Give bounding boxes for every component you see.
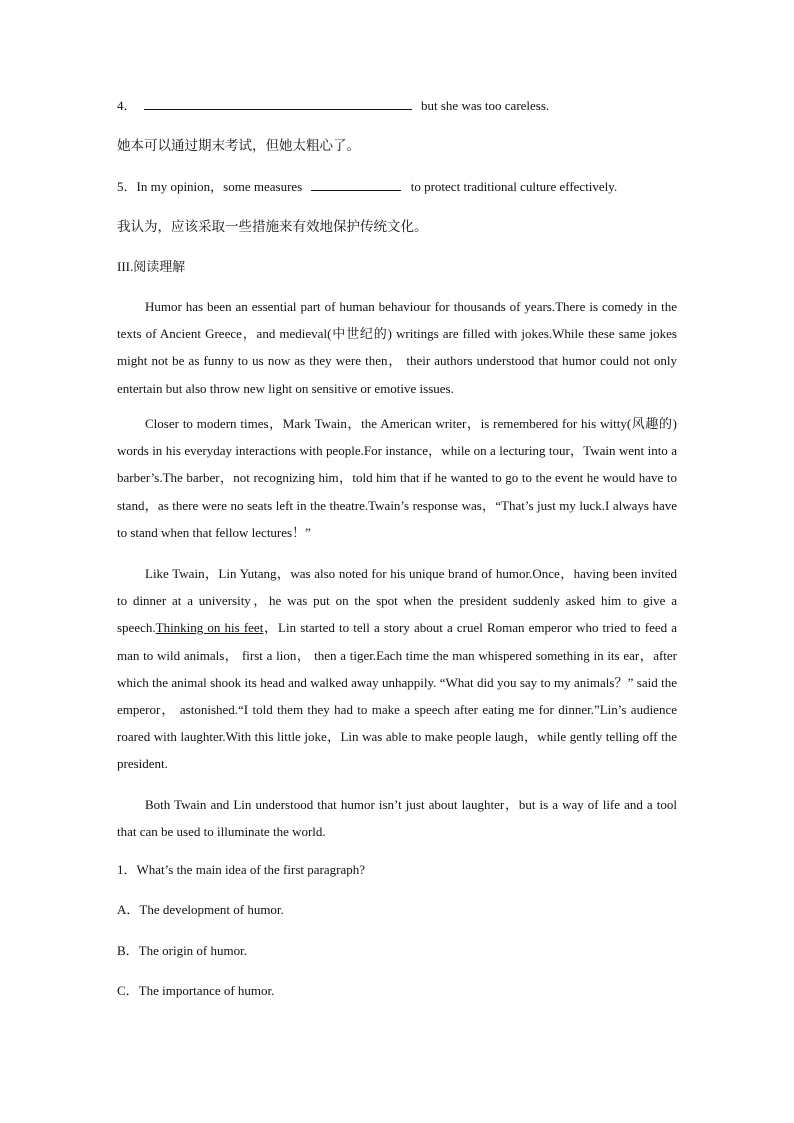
item-5-text-before: 5．In my opinion，some measures [117, 179, 303, 194]
paragraph-3-part-1: Like Twain，Lin Yutang，was also noted for his unique brand of humor.Once，having been invited to dinner at a university，he was put on the spot when the president suddenly asked him to give a speech. [117, 566, 677, 636]
underlined-phrase: Thinking on his feet [155, 620, 264, 636]
item-4-number: 4． [117, 98, 137, 113]
option-c[interactable]: C．The importance of humor. [117, 983, 275, 998]
item-4-text: but she was too careless. [421, 98, 550, 113]
item-4-line [117, 97, 549, 114]
passage-paragraph-1: Humor has been an essential part of human behaviour for thousands of years.There is comedy in the texts of Ancient Greece，and medieval(中世纪的) writings are filled with jokes.While these same jokes might not be as funny to us now as they were then， their authors understood that humor could not only entertain but also throw new light on sensitive or emotive issues. [117, 299, 677, 396]
section-title: III.阅读理解 [117, 259, 186, 274]
paragraph-3-part-2: ，Lin started to tell a story about a cruel Roman emperor who tried to feed a man to wild animals， first a lion， then a tiger.Each time the man whispered something in its ear，after which the animal shook its head and walked away unhappily. “What did you say to my animals？” said the emperor， astonished.“I told them they had to make a speech after eating me for dinner.”Lin’s audience roared with laughter.With this little joke，Lin was able to make people laugh，while gently telling off the president. [117, 620, 677, 772]
item-5-text-after: to protect traditional culture effectively. [410, 179, 618, 194]
option-a[interactable]: A．The development of humor. [117, 902, 284, 917]
option-b[interactable]: B．The origin of humor. [117, 943, 247, 958]
answer-blank[interactable] [144, 97, 412, 110]
item-5-translation: 我认为，应该采取一些措施来有效地保护传统文化。 [117, 219, 428, 235]
item-5-line [117, 178, 617, 195]
passage-paragraph-2: Closer to modern times，Mark Twain，the American writer，is remembered for his witty(风趣的) words in his everyday interactions with people.For instance，while on a lecturing tour，Twain went into a barber’s.The barber，not recognizing him，told him that if he wanted to go to the event he would have to stand，as there were no seats left in the theatre.Twain’s response was，“That’s just my luck.I always have to stand when that fellow lectures！” [117, 416, 677, 540]
passage-paragraph-3 [117, 560, 677, 778]
question-stem: 1．What’s the main idea of the first paragraph? [117, 862, 365, 877]
passage-paragraph-4: Both Twain and Lin understood that humor isn’t just about laughter，but is a way of life and a tool that can be used to illuminate the world. [117, 797, 677, 840]
answer-blank[interactable] [311, 178, 401, 191]
item-4-translation: 她本可以通过期末考试，但她太粗心了。 [117, 138, 360, 154]
